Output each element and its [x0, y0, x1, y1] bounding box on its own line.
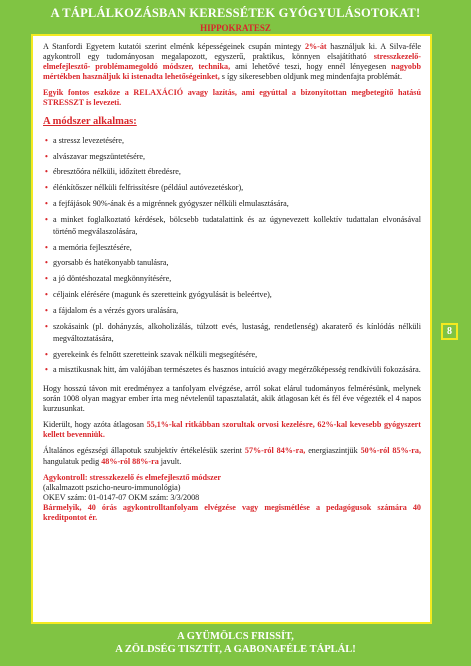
content-panel — [31, 34, 432, 624]
usage-list-item — [43, 349, 421, 361]
health-paragraph — [43, 446, 421, 466]
intro-paragraph — [43, 42, 421, 82]
usage-list-item — [43, 321, 421, 344]
results-highlight: 55,1%-kal ritkábban szorultak orvosi kezelésre, 62%-kal kevesebb gyógyszert kellett bevenniük. — [43, 420, 421, 440]
bullet-icon: • — [45, 242, 48, 252]
health-value-3: 48%-ról 88%-ra — [101, 456, 159, 466]
usage-list-item — [43, 214, 421, 237]
page-header-title: A TÁPLÁLKOZÁSBAN KERESSÉTEK GYÓGYULÁSOTOKAT! — [50, 6, 421, 20]
health-text-4: javult. — [158, 456, 182, 466]
bullet-icon: • — [45, 167, 48, 177]
course-info-title: Agykontroll: stresszkezelő és elmefejlesztő módszer — [43, 472, 221, 482]
bullet-icon: • — [45, 199, 48, 209]
relaxation-paragraph: Egyik fontos eszköze a RELAXÁCIÓ avagy lazítás, ami egyúttal a bizonyítottan megbetegítő hatású STRESSZT is levezeti. — [43, 88, 421, 108]
usage-item-text: a fájdalom és a vérzés gyors uralására, — [53, 306, 179, 316]
usage-list-item — [43, 135, 421, 147]
results-text: Kiderült, hogy azóta átlagosan — [43, 420, 147, 430]
usage-item-text: gyerekeink és felnőtt szeretteink szavak nélküli megsegítésére, — [53, 349, 258, 359]
intro-text-4: s így sikeresebben oldjunk meg mindenfajta problémát. — [219, 72, 403, 82]
intro-text-1: A Stanfordi Egyetem kutatói szerint elménk képességeinek csupán mintegy — [43, 42, 305, 51]
bottom-slogan-line-1: A GYÜMÖLCS FRISSÍT, — [177, 631, 294, 642]
health-value-2: 50%-ról 85%-ra, — [360, 446, 422, 456]
usage-item-text: alvászavar megszüntetésére, — [53, 151, 146, 161]
usage-item-text: a fejfájások 90%-ának és a migrénnek gyógyszer nélküli elmulasztására, — [53, 199, 289, 209]
usage-list-item — [43, 151, 421, 163]
usage-item-text: a stressz levezetésére, — [53, 135, 125, 145]
usage-list-item — [43, 166, 421, 178]
health-value-1: 57%-ról 84%-ra, — [244, 446, 306, 456]
bullet-icon: • — [45, 151, 48, 161]
usage-list-item — [43, 305, 421, 317]
usage-item-text: a jó döntéshozatal megkönnyítésére, — [53, 274, 172, 284]
course-info — [43, 473, 421, 523]
bullet-icon: • — [45, 258, 48, 268]
usage-list-item — [43, 257, 421, 269]
usage-item-text: a memória fejlesztésére, — [53, 242, 132, 252]
health-text-1: Általános egészségi állapotuk szubjektív értékelésük szerint — [43, 446, 245, 456]
bottom-slogan — [0, 630, 471, 656]
usage-item-text: a minket foglalkoztató kérdések, bölcsebb tudatalattink és az úgynevezett kollektív tudattalan elvonásával történő megválaszolására, — [53, 215, 421, 236]
intro-text-2: használjuk ki. A Silva-féle agykontroll egy tudományosan megalapozott, egyszerű, praktikus, könnyen elsajátítható — [43, 42, 421, 62]
bullet-icon: • — [45, 349, 48, 359]
usage-item-text: a misztikusnak hitt, ám valójában természetes és hasznos intuíció avagy megérzőképesség rendkívüli fokozására. — [53, 365, 421, 375]
intro-text-3: ami lehetővé teszi, hogy ennél lényegesen — [230, 62, 392, 72]
course-info-subtitle: (alkalmazott pszicho-neuro-immunológia) — [43, 482, 181, 492]
bullet-icon: • — [45, 306, 48, 316]
health-text-2: energiaszintjük — [305, 446, 361, 456]
intro-method: stresszkezelő-elmefejlesztő- problémamegoldó módszer, technika, — [43, 52, 421, 72]
usage-item-text: céljaink elérésére (magunk és szeretteink gyógyulását is beleértve), — [53, 290, 272, 300]
usage-list-item — [43, 273, 421, 285]
bullet-icon: • — [45, 290, 48, 300]
course-info-registration: OKEV szám: 01-0147-07 OKM szám: 3/3/2008 — [43, 492, 200, 502]
intro-percent: 2%-át — [304, 42, 327, 51]
bullet-icon: • — [45, 135, 48, 145]
usage-item-text: élénkítőszer nélküli felfrissítésre (például autóvezetéskor), — [53, 183, 244, 193]
bullet-icon: • — [45, 274, 48, 284]
usage-item-text: ébresztőóra nélküli, időzített ébredésre, — [53, 167, 181, 177]
course-info-credits: Bármelyik, 40 órás agykontrolltanfolyam elvégzése vagy megismétlése a pedagógusok számára 40 kreditpontot ér. — [43, 502, 421, 523]
page-header-subtitle: HIPPOKRATESZ — [200, 23, 271, 33]
results-paragraph — [43, 420, 421, 440]
usage-list-item — [43, 289, 421, 301]
health-text-3: hangulatuk pedig — [43, 456, 102, 466]
intro-more: nagyobb mértékben használjuk ki istenadta lehetőségeinket, — [43, 62, 421, 82]
usage-item-text: gyorsabb és hatékonyabb tanulásra, — [53, 258, 169, 268]
bullet-icon: • — [45, 365, 48, 375]
bottom-slogan-line-2: A ZÖLDSÉG TISZTÍT, A GABONAFÉLE TÁPLÁL! — [115, 644, 356, 655]
usage-list — [43, 135, 421, 376]
usage-section-title: A módszer alkalmas: — [43, 115, 137, 127]
usage-list-item — [43, 182, 421, 194]
usage-list-item — [43, 242, 421, 254]
bullet-icon: • — [45, 322, 48, 332]
usage-item-text: szokásaink (pl. dohányzás, alkoholizálás, túlzott evés, lustaság, rendetlenség) akaraterő és kínlódás nélküli megváltoztatására, — [53, 322, 421, 343]
usage-list-item — [43, 198, 421, 210]
bullet-icon: • — [45, 215, 48, 225]
survey-paragraph: Hogy hosszú távon mit eredményez a tanfolyam elvégzése, arról sokat elárul tudományos felmérésünk, melynek során 1008 olyan magyar ember írta meg névtelenül tapasztalatát, akik átlagosan két és fél éve végezték el 4 napos kurzusunkat. — [43, 384, 421, 414]
bullet-icon: • — [45, 183, 48, 193]
usage-list-item — [43, 364, 421, 376]
page-number: 8 — [441, 323, 458, 340]
